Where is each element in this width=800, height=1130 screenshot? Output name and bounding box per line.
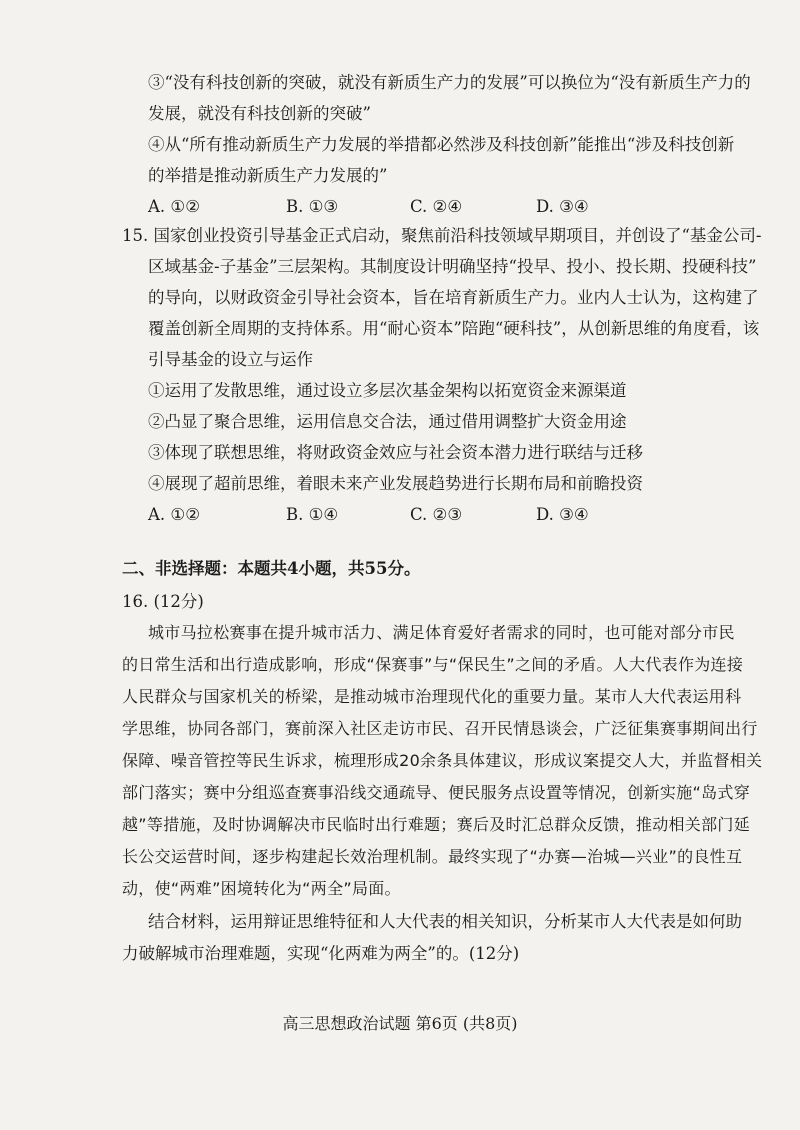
q14-option-b: B. ①③ — [286, 197, 339, 216]
q15-stem-line-3: 的导向，以财政资金引导社会资本，旨在培育新质生产力。业内人士认为，这构建了 — [148, 288, 759, 307]
page-footer: 高三思想政治试题 第6页 (共8页) — [282, 1014, 518, 1033]
q14-item-3-line-2: 发展，就没有科技创新的突破” — [148, 104, 371, 123]
q14-option-c: C. ②④ — [410, 197, 463, 216]
q16-material-line-8: 长公交运营时间，逐步构建起长效治理机制。最终实现了“办赛—治城—兴业”的良性互 — [122, 847, 743, 866]
q14-option-d: D. ③④ — [536, 197, 589, 216]
q15-option-c: C. ②③ — [410, 505, 463, 524]
q15-item-4: ④展现了超前思维，着眼未来产业发展趋势进行长期布局和前瞻投资 — [148, 474, 643, 493]
q15-stem-line-5: 引导基金的设立与运作 — [148, 350, 313, 369]
q15-item-2: ②凸显了聚合思维，运用信息交合法，通过借用调整扩大资金用途 — [148, 412, 627, 431]
q14-item-4-line-2: 的举措是推动新质生产力发展的” — [148, 166, 388, 185]
q16-material-line-2: 的日常生活和出行造成影响，形成“保赛事”与“保民生”之间的矛盾。人大代表作为连接 — [122, 655, 744, 674]
q14-item-4-line-1: ④从“所有推动新质生产力发展的举措都必然涉及科技创新”能推出“涉及科技创新 — [148, 135, 735, 154]
q16-header: 16. (12分) — [122, 592, 204, 611]
q16-material-line-5: 保障、噪音管控等民生诉求，梳理形成20余条具体建议，形成议案提交人大，并监督相关 — [122, 751, 763, 770]
q16-question-line-2: 力破解城市治理难题，实现“化两难为两全”的。(12分) — [122, 944, 520, 963]
q15-stem-line-2: 区域基金-子基金”三层架构。其制度设计明确坚持“投早、投小、投长期、投硬科技” — [148, 257, 757, 276]
q16-question-line-1: 结合材料，运用辩证思维特征和人大代表的相关知识，分析某市人大代表是如何助 — [148, 912, 742, 931]
q15-stem-line-4: 覆盖创新全周期的支持体系。用“耐心资本”陪跑“硬科技”，从创新思维的角度看，该 — [148, 319, 760, 338]
q15-item-3: ③体现了联想思维，将财政资金效应与社会资本潜力进行联结与迁移 — [148, 443, 643, 462]
q14-item-3-line-1: ③“没有科技创新的突破，就没有新质生产力的发展”可以换位为“没有新质生产力的 — [148, 73, 751, 92]
q15-stem-line-1: 15. 国家创业投资引导基金正式启动，聚焦前沿科技领域早期项目，并创设了“基金公司- — [122, 226, 762, 245]
q15-option-a: A. ①② — [148, 505, 200, 524]
q14-option-a: A. ①② — [148, 197, 200, 216]
q16-material-line-9: 动，使“两难”困境转化为“两全”局面。 — [122, 879, 401, 898]
q16-material-line-4: 学思维，协同各部门，赛前深入社区走访市民、召开民情恳谈会，广泛征集赛事期间出行 — [122, 719, 758, 738]
q15-item-1: ①运用了发散思维，通过设立多层次基金架构以拓宽资金来源渠道 — [148, 381, 627, 400]
q15-option-b: B. ①④ — [286, 505, 339, 524]
q16-material-line-7: 越”等措施，及时协调解决市民临时出行难题；赛后及时汇总群众反馈，推动相关部门延 — [122, 815, 750, 834]
q15-option-d: D. ③④ — [536, 505, 589, 524]
q16-material-line-3: 人民群众与国家机关的桥梁，是推动城市治理现代化的重要力量。某市人大代表运用科 — [122, 687, 742, 706]
q16-material-line-6: 部门落实；赛中分组巡查赛事沿线交通疏导、便民服务点设置等情况，创新实施“岛式穿 — [122, 783, 750, 802]
q16-material-line-1: 城市马拉松赛事在提升城市活力、满足体育爱好者需求的同时，也可能对部分市民 — [148, 623, 735, 642]
section-2-heading: 二、非选择题：本题共4小题，共55分。 — [122, 559, 421, 578]
